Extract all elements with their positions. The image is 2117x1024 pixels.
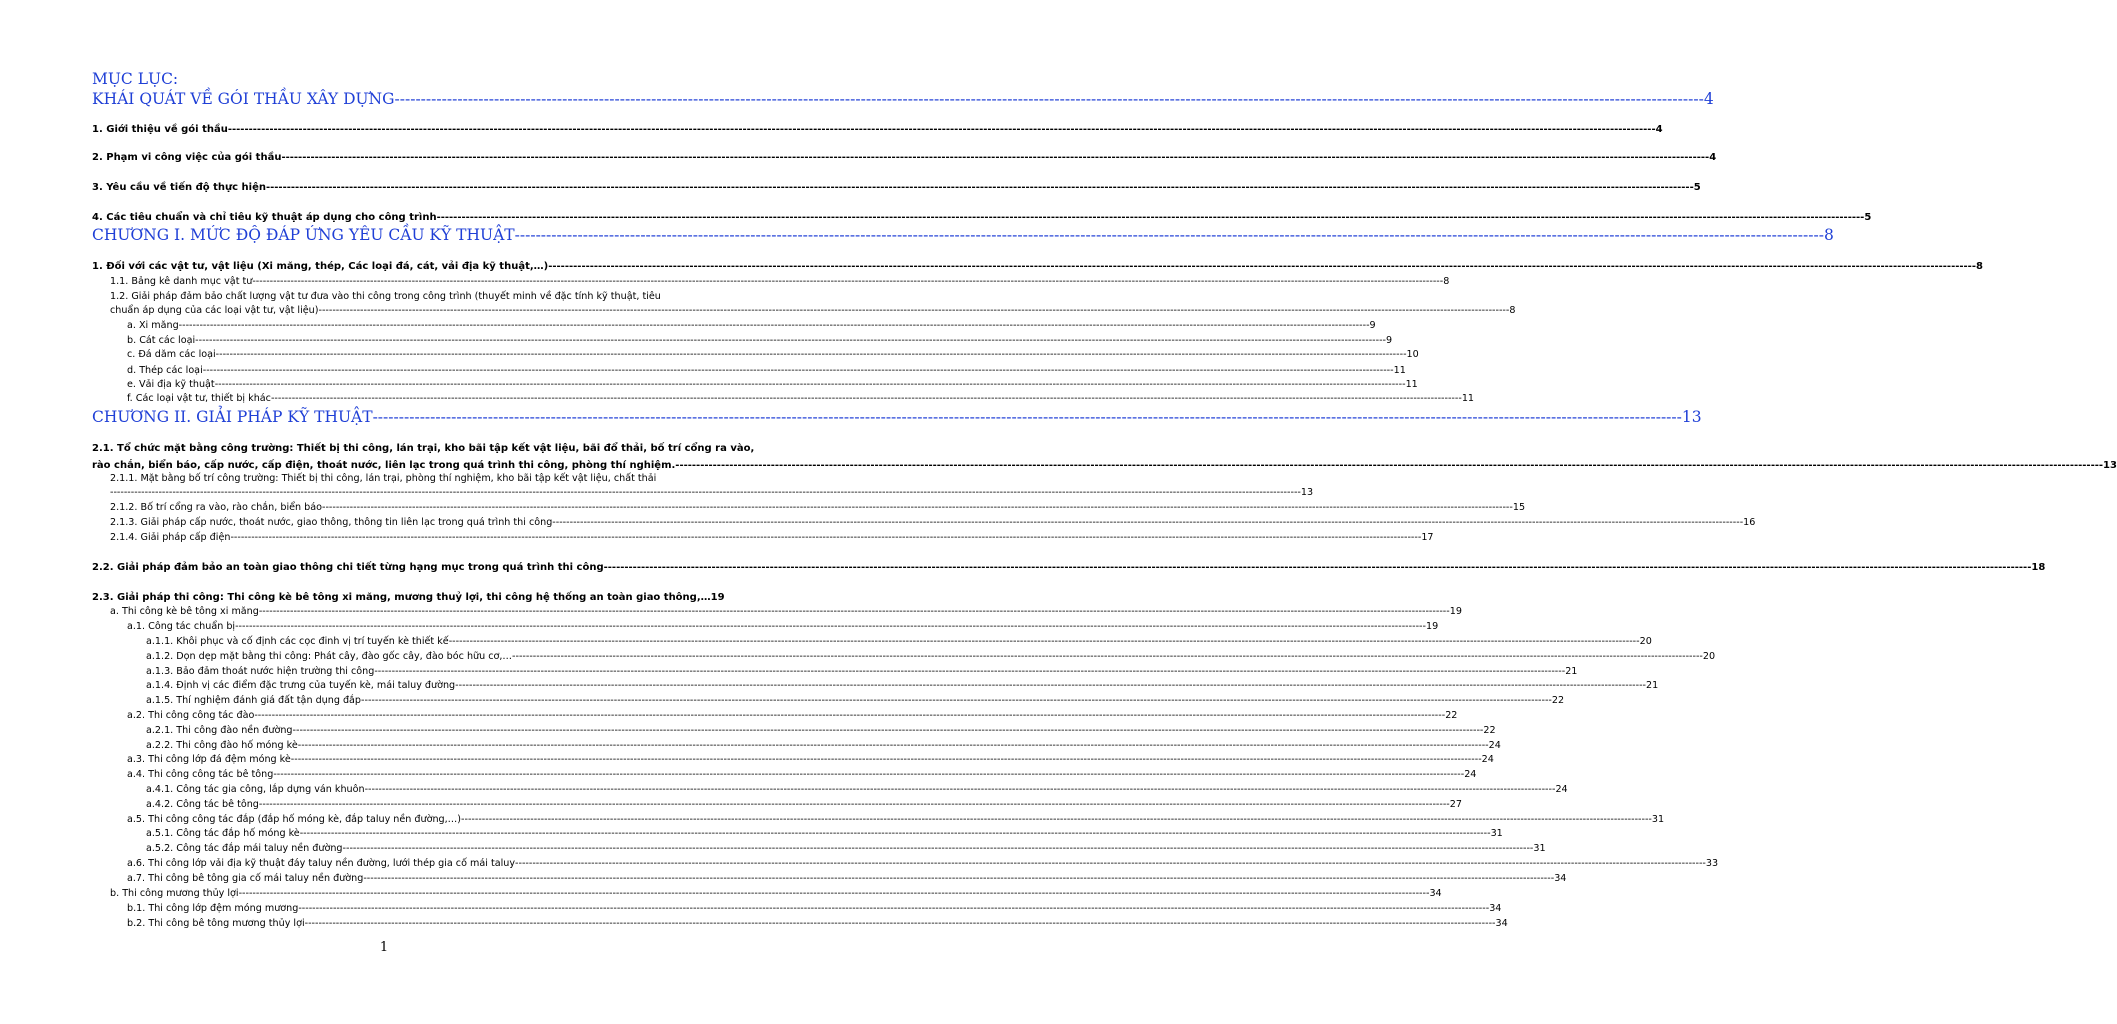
toc-page-number: 13 (2103, 460, 2117, 471)
toc-page-number: 4 (1655, 124, 1663, 135)
toc-page-number: 13 (1681, 408, 1702, 426)
leader-dots (254, 709, 1445, 723)
toc-page-number: 31 (1490, 828, 1503, 839)
toc-entry-text: b. Cát các loại (127, 335, 196, 346)
toc-entry-text: a.1.4. Định vị các điểm đặc trưng của tuyến kè, mái taluy đường (146, 680, 456, 691)
toc-entry[interactable] (146, 739, 1501, 753)
leader-dots (515, 224, 1824, 246)
toc-entry-text: a.7. Thi công bê tông gia cố mái taluy nền đường (127, 873, 364, 884)
toc-page-number: 34 (1429, 888, 1442, 899)
page-footer-number: 1 (379, 940, 389, 955)
leader-dots (395, 88, 1704, 110)
toc-page-number: 31 (1533, 843, 1546, 854)
toc-page-number: 22 (1551, 695, 1565, 706)
toc-page-number: 8 (1509, 305, 1516, 316)
toc-page-number: 16 (1743, 517, 1756, 528)
toc-page-number: 11 (1405, 379, 1418, 390)
toc-entry-text: 1.1. Bảng kê danh mục vật tư (110, 276, 253, 287)
toc-entry-text: e. Vải địa kỹ thuật (127, 379, 215, 390)
toc-entry-text: a.6. Thi công lớp vải địa kỹ thuật đáy taluy nền đường, lưới thép gia cố mái taluy (127, 858, 516, 869)
leader-dots (305, 917, 1496, 931)
leader-dots (461, 813, 1652, 827)
toc-entry-text: c. Đá dăm các loại (127, 349, 216, 360)
toc-page-number: 19 (710, 592, 725, 603)
toc-entry-text-line1: 1.2. Giải pháp đảm bảo chất lượng vật tư đưa vào thi công trong công trình (thuyết minh về đặc tính kỹ thuật, tiêu (110, 291, 661, 302)
toc-page-number: 34 (1554, 873, 1567, 884)
leader-dots (239, 887, 1430, 901)
toc-entry-text: b. Thi công mương thủy lợi (110, 888, 239, 899)
toc-page-number: 11 (1461, 393, 1475, 404)
leader-dots (215, 378, 1406, 392)
toc-entry[interactable] (127, 813, 1665, 827)
toc-entry[interactable] (146, 694, 1565, 708)
toc-entry[interactable] (92, 590, 725, 605)
leader-dots (298, 739, 1489, 753)
toc-page-number: 24 (1481, 754, 1494, 765)
toc-entry-text: a. Thi công kè bê tông xi măng (110, 606, 259, 617)
toc-chapter-2[interactable] (92, 406, 1702, 428)
toc-entry-line2 (110, 304, 1516, 318)
toc-entry-text: a.4.2. Công tác bê tông (146, 799, 259, 810)
toc-entry[interactable] (127, 620, 1439, 634)
leader-dots (291, 753, 1482, 767)
toc-entry[interactable] (127, 872, 1567, 886)
toc-entry-text: a.1.5. Thí nghiệm đánh giá đất tận dụng đắp (146, 695, 362, 706)
toc-entry[interactable] (146, 798, 1462, 812)
toc-entry[interactable] (92, 150, 1717, 165)
toc-entry-text-line1: 2.1. Tổ chức mặt bằng công trường: Thiết bị thi công, lán trại, kho bãi tập kết vật liệu, bãi đổ thải, bố trí cổng ra vào, (92, 443, 755, 454)
toc-entry-wrapped[interactable] (110, 472, 1314, 500)
toc-page-number: 8 (1823, 226, 1834, 244)
toc-page-number: 5 (1864, 212, 1872, 223)
toc-entry[interactable] (146, 650, 1716, 664)
toc-page-number: 11 (1393, 365, 1406, 376)
toc-entry-text: a.5. Thi công công tác đắp (đắp hố móng kè, đắp taluy nền đường,…) (127, 814, 462, 825)
leader-dots (266, 180, 1694, 195)
leader-dots (230, 531, 1421, 545)
toc-entry[interactable] (110, 887, 1442, 901)
toc-entry-text: b.1. Thi công lớp đệm móng mương (127, 903, 299, 914)
leader-dots (235, 620, 1426, 634)
toc-entry[interactable] (127, 768, 1477, 782)
toc-page-number: 19 (1425, 621, 1439, 632)
toc-page-number: 24 (1464, 769, 1477, 780)
toc-entry[interactable] (127, 334, 1393, 348)
leader-dots (373, 406, 1682, 428)
leader-dots (343, 842, 1534, 856)
leader-dots (273, 768, 1464, 782)
toc-page-number: 10 (1406, 349, 1419, 360)
toc-page-number: 4 (1709, 152, 1717, 163)
toc-entry-text: d. Thép các loại (127, 365, 203, 376)
toc-chapter-overview[interactable] (92, 88, 1714, 110)
toc-page-number: 31 (1651, 814, 1665, 825)
toc-entry-text: 2.1.2. Bố trí cổng ra vào, rào chắn, biển báo (110, 502, 322, 513)
toc-entry-text: a.4.1. Công tác gia công, lắp dựng ván khuôn (146, 784, 365, 795)
toc-page-number: 27 (1449, 799, 1462, 810)
toc-page-number: 21 (1565, 666, 1578, 677)
leader-dots (552, 516, 1743, 530)
toc-entry[interactable] (127, 753, 1494, 767)
toc-page-number: 22 (1483, 725, 1496, 736)
toc-entry[interactable] (110, 516, 1756, 530)
toc-page-number: 24 (1555, 784, 1568, 795)
toc-entry-text: KHÁI QUÁT VỀ GÓI THẦU XÂY DỰNG (92, 90, 395, 108)
toc-entry-text: 1. Giới thiệu về gói thầu (92, 124, 228, 135)
toc-entry[interactable] (127, 348, 1419, 362)
leader-dots (322, 501, 1513, 515)
leader-dots (281, 150, 1709, 165)
toc-entry-text: 2.1.3. Giải pháp cấp nước, thoát nước, giao thông, thông tin liên lạc trong quá trình thi công (110, 517, 553, 528)
toc-entry[interactable] (146, 827, 1503, 841)
toc-entry-text: f. Các loại vật tư, thiết bị khác (127, 393, 271, 404)
toc-entry-text: 3. Yêu cầu về tiến độ thực hiện (92, 182, 266, 193)
toc-page-number: 20 (1639, 636, 1652, 647)
leader-dots (437, 210, 1865, 225)
toc-page-number: 33 (1705, 858, 1719, 869)
leader-dots (512, 650, 1703, 664)
toc-entry[interactable] (127, 392, 1475, 406)
leader-dots (216, 348, 1407, 362)
toc-entry[interactable] (92, 259, 1983, 274)
toc-page-number: 34 (1495, 918, 1508, 929)
toc-page-number: 34 (1489, 903, 1502, 914)
toc-entry[interactable] (127, 902, 1502, 916)
toc-entry[interactable] (92, 210, 1872, 225)
toc-entry[interactable] (127, 917, 1508, 931)
leader-dots (548, 259, 1976, 274)
leader-dots (110, 486, 1301, 500)
leader-dots (604, 560, 2032, 575)
toc-page-number: 8 (1443, 276, 1450, 287)
toc-entry[interactable] (110, 501, 1526, 515)
toc-page-number: 17 (1421, 532, 1434, 543)
leader-dots (179, 319, 1370, 333)
toc-page-number: 4 (1703, 90, 1714, 108)
toc-entry-text: a.2.2. Thi công đào hố móng kè (146, 740, 298, 751)
toc-entry[interactable] (110, 605, 1462, 619)
toc-entry-text: a.1.1. Khôi phục và cố định các cọc đinh vị trí tuyến kè thiết kế (146, 636, 449, 647)
toc-entry[interactable] (127, 364, 1406, 378)
toc-entry[interactable] (146, 635, 1652, 649)
toc-entry-text: 2.2. Giải pháp đảm bảo an toàn giao thông chi tiết từng hạng mục trong quá trình thi công (92, 562, 604, 573)
toc-entry[interactable] (146, 724, 1496, 738)
leader-dots (293, 724, 1484, 738)
toc-entry[interactable] (92, 122, 1663, 137)
toc-entry-text: CHƯƠNG II. GIẢI PHÁP KỸ THUẬT (92, 408, 373, 426)
toc-page-number: 22 (1445, 710, 1458, 721)
toc-entry-text: a.3. Thi công lớp đá đệm móng kè (127, 754, 291, 765)
toc-entry-text: a.2.1. Thi công đào nền đường (146, 725, 293, 736)
toc-entry[interactable] (92, 180, 1701, 195)
toc-entry-text: b.2. Thi công bê tông mương thủy lợi (127, 918, 305, 929)
toc-heading: MỤC LỤC: (92, 70, 179, 88)
toc-entry-text: 2.3. Giải pháp thi công: Thi công kè bê tông xi măng, mương thuỷ lợi, thi công hệ thống an toàn giao thông,… (92, 592, 711, 603)
leader-dots (455, 679, 1646, 693)
toc-entry[interactable] (110, 275, 1450, 289)
leader-dots (195, 334, 1386, 348)
toc-entry-text: a.1.3. Bảo đảm thoát nước hiện trường thi công (146, 666, 375, 677)
toc-page-number: 19 (1449, 606, 1462, 617)
leader-dots (271, 392, 1462, 406)
toc-page-number: 9 (1386, 335, 1393, 346)
toc-entry-text: a.4. Thi công công tác bê tông (127, 769, 274, 780)
toc-entry-text: a.5.1. Công tác đắp hố móng kè (146, 828, 300, 839)
toc-entry-text: a. Xi măng (127, 320, 179, 331)
leader-dots (298, 902, 1489, 916)
leader-dots (259, 798, 1450, 812)
leader-dots (449, 635, 1640, 649)
leader-dots (252, 275, 1443, 289)
toc-page-number: 13 (1300, 487, 1314, 498)
toc-entry-text-line2: rào chắn, biển báo, cấp nước, cấp điện, thoát nước, liên lạc trong quá trình thi công, phòng thí nghiệm. (92, 460, 676, 471)
toc-entry[interactable] (110, 531, 1434, 545)
leader-dots (203, 364, 1394, 378)
toc-entry-text: a.5.2. Công tác đắp mái taluy nền đường (146, 843, 343, 854)
toc-page-number: 15 (1512, 502, 1526, 513)
toc-page-number: 24 (1488, 740, 1501, 751)
leader-dots (365, 783, 1556, 797)
toc-entry[interactable] (146, 842, 1546, 856)
leader-dots (675, 457, 2103, 474)
toc-entry[interactable] (146, 679, 1659, 693)
toc-entry-text-line1: 2.1.1. Mặt bằng bố trí công trường: Thiết bị thi công, lán trại, phòng thí nghiệm, kho bãi tập kết vật liệu, chất thải (110, 473, 657, 484)
toc-entry[interactable] (92, 560, 2046, 575)
leader-dots (515, 857, 1706, 871)
toc-entry[interactable] (146, 783, 1568, 797)
leader-dots (363, 872, 1554, 886)
toc-entry-text: 1. Đối với các vật tư, vật liệu (Xi măng, thép, Các loại đá, cát, vải địa kỹ thuật,…) (92, 261, 549, 272)
toc-page-number: 8 (1975, 261, 1983, 272)
toc-entry-text: CHƯƠNG I. MỨC ĐỘ ĐÁP ỨNG YÊU CẦU KỸ THUẬT (92, 226, 515, 244)
toc-page-number: 5 (1693, 182, 1701, 193)
toc-entry-text: 2. Phạm vi công việc của gói thầu (92, 152, 282, 163)
toc-page-number: 9 (1369, 320, 1376, 331)
toc-entry[interactable] (127, 319, 1376, 333)
leader-dots (259, 605, 1450, 619)
toc-entry-text: 4. Các tiêu chuẩn và chỉ tiêu kỹ thuật áp dụng cho công trình (92, 212, 437, 223)
leader-dots (374, 665, 1565, 679)
leader-dots (228, 122, 1656, 137)
leader-dots (300, 827, 1491, 841)
toc-entry-text: a.1. Công tác chuẩn bị (127, 621, 236, 632)
toc-entry-wrapped[interactable] (110, 290, 1516, 318)
toc-entry-wrapped[interactable] (92, 440, 2117, 474)
toc-entry[interactable] (127, 857, 1719, 871)
toc-entry[interactable] (127, 709, 1458, 723)
leader-dots (361, 694, 1552, 708)
toc-entry-text: a.2. Thi công công tác đào (127, 710, 255, 721)
toc-chapter-1[interactable] (92, 224, 1834, 246)
toc-entry[interactable] (127, 378, 1418, 392)
toc-entry-line2 (110, 486, 1314, 500)
toc-page-number: 18 (2031, 562, 2046, 573)
toc-page-number: 20 (1702, 651, 1716, 662)
toc-entry[interactable] (146, 665, 1578, 679)
toc-entry-text: a.1.2. Dọn dẹp mặt bằng thi công: Phát cây, đào gốc cây, đào bóc hữu cơ,… (146, 651, 513, 662)
toc-page-number: 21 (1646, 680, 1659, 691)
leader-dots (318, 304, 1509, 318)
toc-entry-text: 2.1.4. Giải pháp cấp điện (110, 532, 231, 543)
toc-entry-text-line2: chuẩn áp dụng của các loại vật tư, vật liệu) (110, 305, 319, 316)
